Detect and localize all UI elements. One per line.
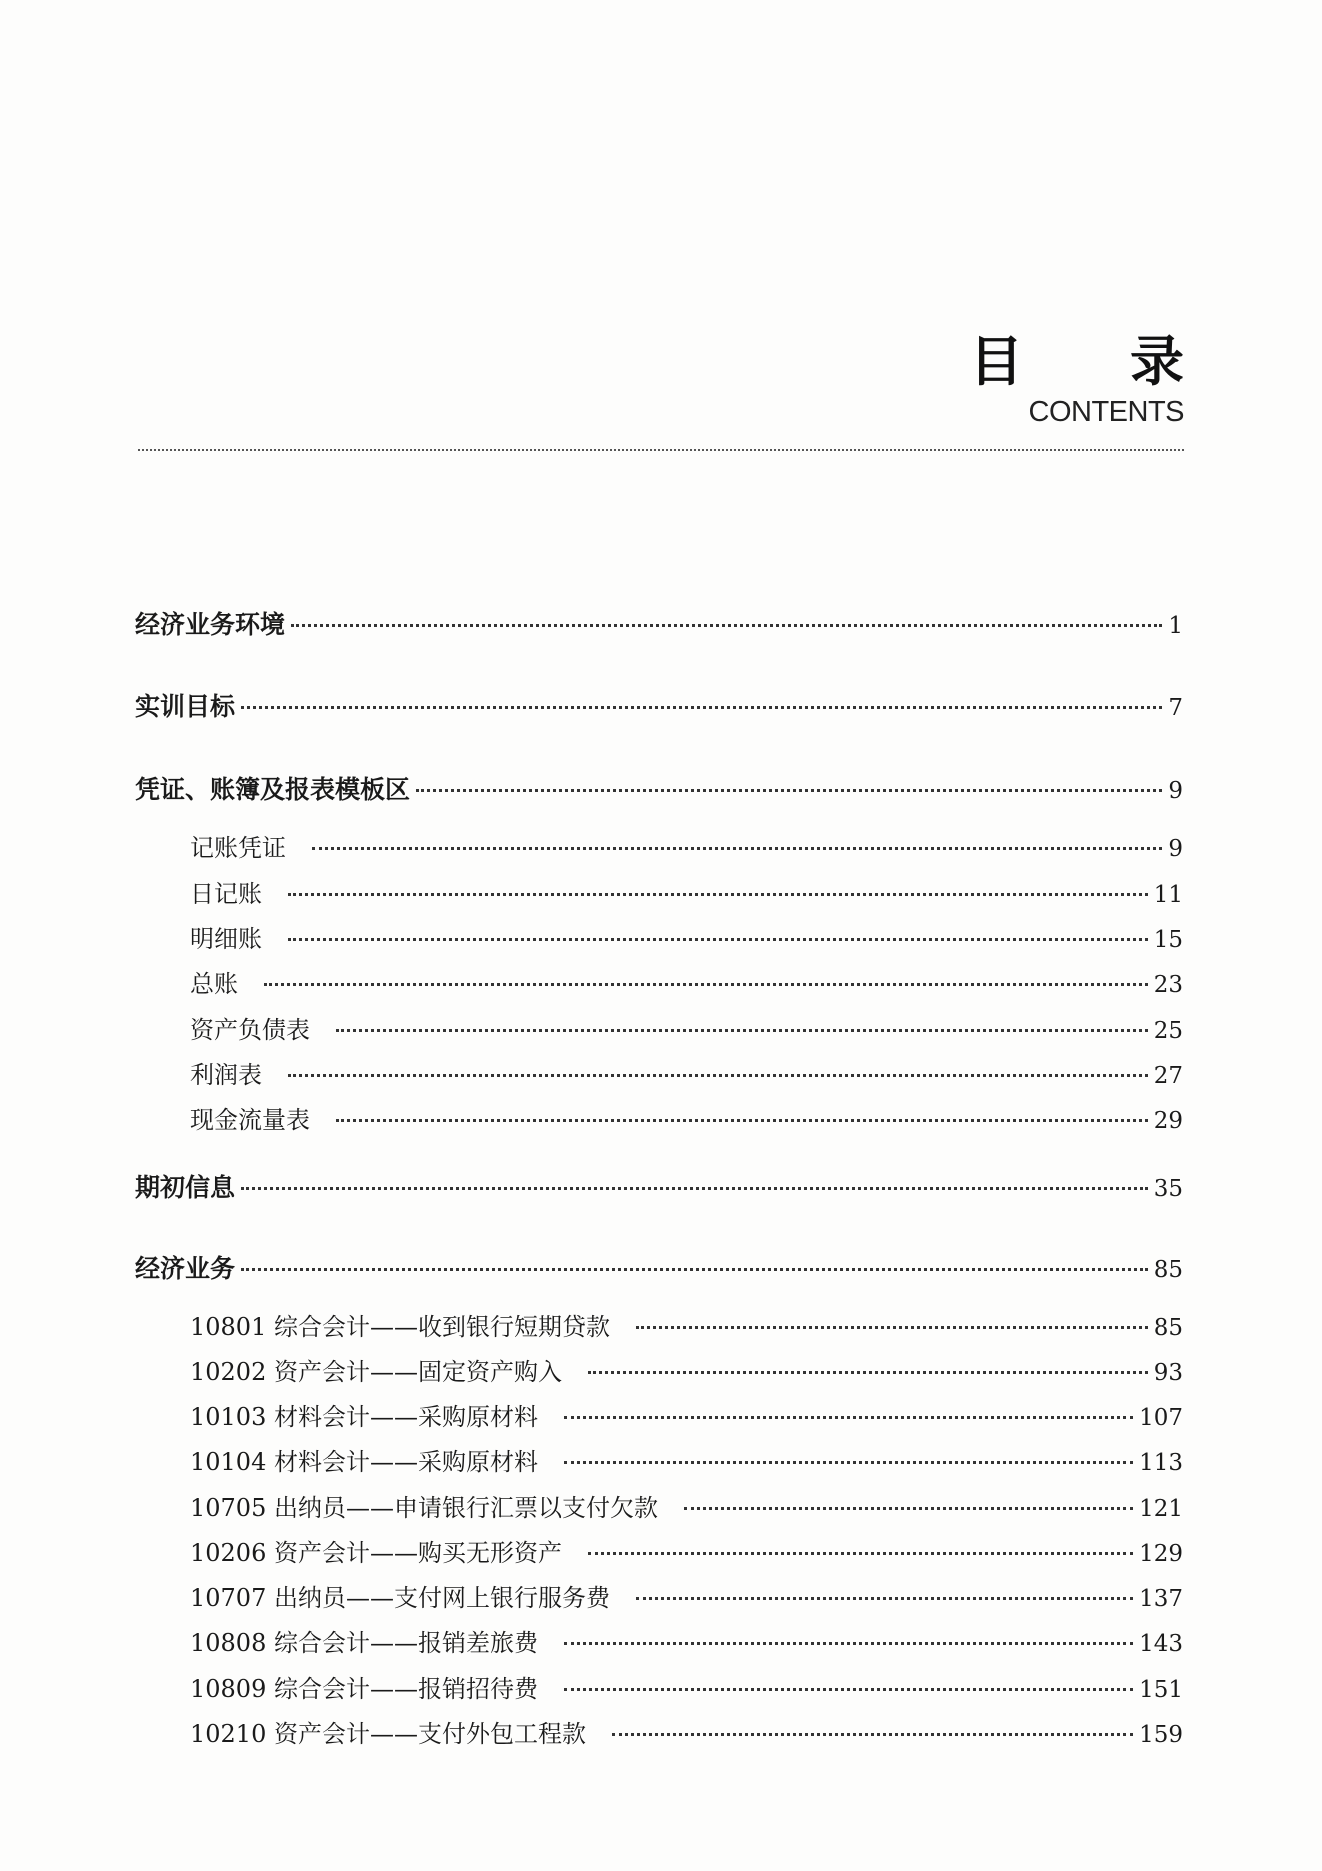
dot-leader [241, 1268, 1148, 1271]
toc-subentry[interactable] [135, 1623, 1183, 1658]
toc-entry-label: 利润表 [190, 1061, 262, 1089]
toc-page-number: 85 [1153, 1257, 1183, 1283]
page-subtitle: CONTENTS [1028, 396, 1184, 428]
toc-subentry[interactable] [135, 1397, 1183, 1432]
dot-leader [564, 1688, 1133, 1691]
toc-page-number: 121 [1139, 1496, 1183, 1522]
dot-leader [636, 1326, 1148, 1329]
toc-subentry[interactable] [135, 1307, 1183, 1342]
toc-page-number: 29 [1153, 1108, 1183, 1134]
toc-page-number: 143 [1139, 1631, 1183, 1657]
dot-leader [288, 893, 1148, 896]
toc-subentry[interactable] [135, 1669, 1183, 1704]
toc-page-number: 11 [1153, 882, 1183, 908]
dot-leader [684, 1507, 1133, 1510]
toc-entry-label: 10707 出纳员——支付网上银行服务费 [190, 1584, 610, 1612]
toc-subentry[interactable] [135, 828, 1183, 863]
toc-subentry[interactable] [135, 1533, 1183, 1568]
toc-page-number: 107 [1139, 1405, 1183, 1431]
toc-section-entry[interactable] [135, 1168, 1183, 1204]
dot-leader [416, 789, 1162, 792]
dot-leader [241, 1187, 1148, 1190]
toc-page-number: 85 [1153, 1315, 1183, 1341]
dot-leader [336, 1029, 1148, 1032]
toc-entry-label: 10210 资产会计——支付外包工程款 [190, 1720, 586, 1748]
toc-page-number: 25 [1153, 1018, 1183, 1044]
toc-page-number: 1 [1168, 613, 1183, 639]
toc-subentry[interactable] [135, 1578, 1183, 1613]
toc-subentry[interactable] [135, 1488, 1183, 1523]
toc-page-number: 113 [1139, 1450, 1183, 1476]
toc-section-entry[interactable] [135, 605, 1183, 641]
toc-entry-label: 经济业务环境 [135, 610, 286, 639]
toc-entry-label: 10808 综合会计——报销差旅费 [190, 1629, 538, 1657]
toc-subentry[interactable] [135, 874, 1183, 909]
toc-subentry[interactable] [135, 919, 1183, 954]
toc-entry-label: 凭证、账簿及报表模板区 [135, 775, 411, 804]
toc-entry-label: 10809 综合会计——报销招待费 [190, 1675, 538, 1703]
dot-leader [612, 1733, 1133, 1736]
dot-leader [336, 1119, 1148, 1122]
toc-entry-label: 总账 [190, 970, 238, 998]
dot-leader [312, 847, 1162, 850]
toc-subentry[interactable] [135, 1714, 1183, 1749]
toc-entry-label: 现金流量表 [190, 1106, 310, 1134]
dot-leader [288, 1074, 1148, 1077]
toc-entry-label: 10202 资产会计——固定资产购入 [190, 1358, 562, 1386]
dot-leader [564, 1416, 1133, 1419]
toc-subentry[interactable] [135, 1442, 1183, 1477]
toc-entry-label: 10801 综合会计——收到银行短期贷款 [190, 1313, 610, 1341]
toc-section-entry[interactable] [135, 770, 1183, 806]
toc-entry-label: 明细账 [190, 925, 262, 953]
toc-entry-label: 10103 材料会计——采购原材料 [190, 1403, 538, 1431]
toc-page-number: 9 [1168, 836, 1183, 862]
toc-page-number: 93 [1153, 1360, 1183, 1386]
dot-leader [636, 1597, 1133, 1600]
toc-page-number: 15 [1153, 927, 1183, 953]
toc-section-entry[interactable] [135, 1249, 1183, 1285]
toc-entry-label: 经济业务 [135, 1254, 236, 1283]
toc-entry-label: 10705 出纳员——申请银行汇票以支付欠款 [190, 1494, 658, 1522]
toc-entry-label: 期初信息 [135, 1173, 236, 1202]
toc-page-number: 137 [1139, 1586, 1183, 1612]
dot-leader [241, 706, 1162, 709]
toc-entry-label: 资产负债表 [190, 1016, 310, 1044]
title-divider [138, 449, 1184, 451]
toc-entry-label: 10206 资产会计——购买无形资产 [190, 1539, 562, 1567]
toc-page-number: 159 [1139, 1722, 1183, 1748]
dot-leader [291, 624, 1162, 627]
toc-entry-label: 10104 材料会计——采购原材料 [190, 1448, 538, 1476]
dot-leader [264, 983, 1148, 986]
toc-page-number: 27 [1153, 1063, 1183, 1089]
toc-page-number: 9 [1168, 778, 1183, 804]
toc-entry-label: 实训目标 [135, 692, 236, 721]
toc-page-number: 7 [1168, 695, 1183, 721]
toc-page-number: 23 [1153, 972, 1183, 998]
toc-page-number: 129 [1139, 1541, 1183, 1567]
toc-entry-label: 记账凭证 [190, 834, 286, 862]
dot-leader [564, 1642, 1133, 1645]
page-title: 目 录 [969, 330, 1228, 393]
toc-subentry[interactable] [135, 1010, 1183, 1045]
toc-subentry[interactable] [135, 1352, 1183, 1387]
toc-subentry[interactable] [135, 1100, 1183, 1135]
dot-leader [588, 1552, 1133, 1555]
dot-leader [588, 1371, 1148, 1374]
contents-heading [969, 330, 1228, 430]
toc-entry-label: 日记账 [190, 880, 262, 908]
dot-leader [288, 938, 1148, 941]
toc-page-number: 35 [1153, 1176, 1183, 1202]
toc-subentry[interactable] [135, 1055, 1183, 1090]
toc-subentry[interactable] [135, 964, 1183, 999]
toc-section-entry[interactable] [135, 687, 1183, 723]
toc-page-number: 151 [1139, 1677, 1183, 1703]
dot-leader [564, 1461, 1133, 1464]
